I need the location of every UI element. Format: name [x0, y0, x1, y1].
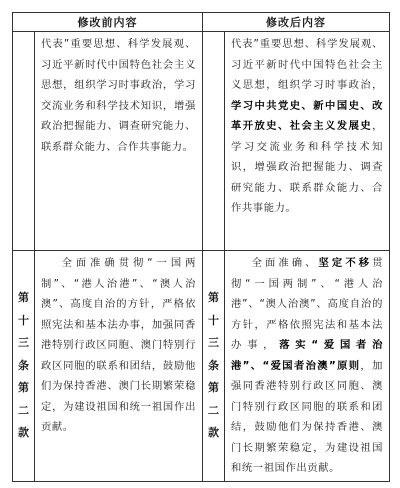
row-label-before: [13, 32, 35, 251]
article-label: 第十三条第二款: [208, 291, 219, 439]
emphasized-text: 坚定不移: [318, 257, 373, 269]
emphasized-text: 学习中共党史、新中国史、改革开放史、社会主义发展史: [231, 99, 383, 132]
header-row: [13, 13, 390, 32]
cell-before-text: [35, 32, 203, 251]
row-label-before: [13, 251, 35, 482]
emphasized-text: 落实“爱国者治港”、“爱国者治澳”原则: [231, 339, 383, 372]
header-after: 修改后内容: [203, 13, 390, 32]
table-row: [13, 251, 390, 482]
table-row: [13, 32, 390, 251]
cell-after-text: [225, 251, 390, 482]
text-segment: 代表”重要思想、科学发展观、习近平新时代中国特色社会主义思想，组织学习时事政治，: [231, 38, 383, 91]
text-segment: 贯彻“一国两制”、“港人治港”、“澳人治澳”、高度自治的方针，严格依照宪法和基本法办事，: [231, 257, 384, 351]
text-segment: 代表”重要思想、科学发展观、习近平新时代中国特色社会主义思想，组织学习时事政治，学习交流业务和科学技术知识，增强政治把握能力、调查研究能力、联系群众能力、合作共事能力。: [41, 38, 196, 153]
text-segment: 全面准确、: [251, 257, 319, 269]
comparison-table: [12, 12, 390, 482]
header-before: 修改前内容: [13, 13, 203, 32]
row-label-after: [203, 32, 225, 251]
article-label: 第十三条第二款: [18, 291, 29, 439]
row-label-after: [203, 251, 225, 482]
cell-before-text: [35, 251, 203, 482]
text-segment: ，加强同香港特别行政区同胞、澳门特别行政区同胞的联系和团结，鼓励他们为保持香港、澳门长期繁荣稳定，为建设祖国和统一祖国作出贡献。: [231, 359, 383, 474]
cell-after-text: [225, 32, 390, 251]
text-segment: 全面准确贯彻“一国两制”、“港人治港”、“澳人治澳”、高度自治的方针，严格依照宪法和基本法办事，加强同香港特别行政区同胞、澳门特别行政区同胞的联系和团结，鼓励他们为保持香港、澳门长期繁荣稳定，为建设祖国和统一祖国作出贡献。: [41, 257, 196, 433]
text-segment: ，学习交流业务和科学技术知识，增强政治把握能力、调查研究能力、联系群众能力、合作共事能力。: [231, 120, 383, 214]
